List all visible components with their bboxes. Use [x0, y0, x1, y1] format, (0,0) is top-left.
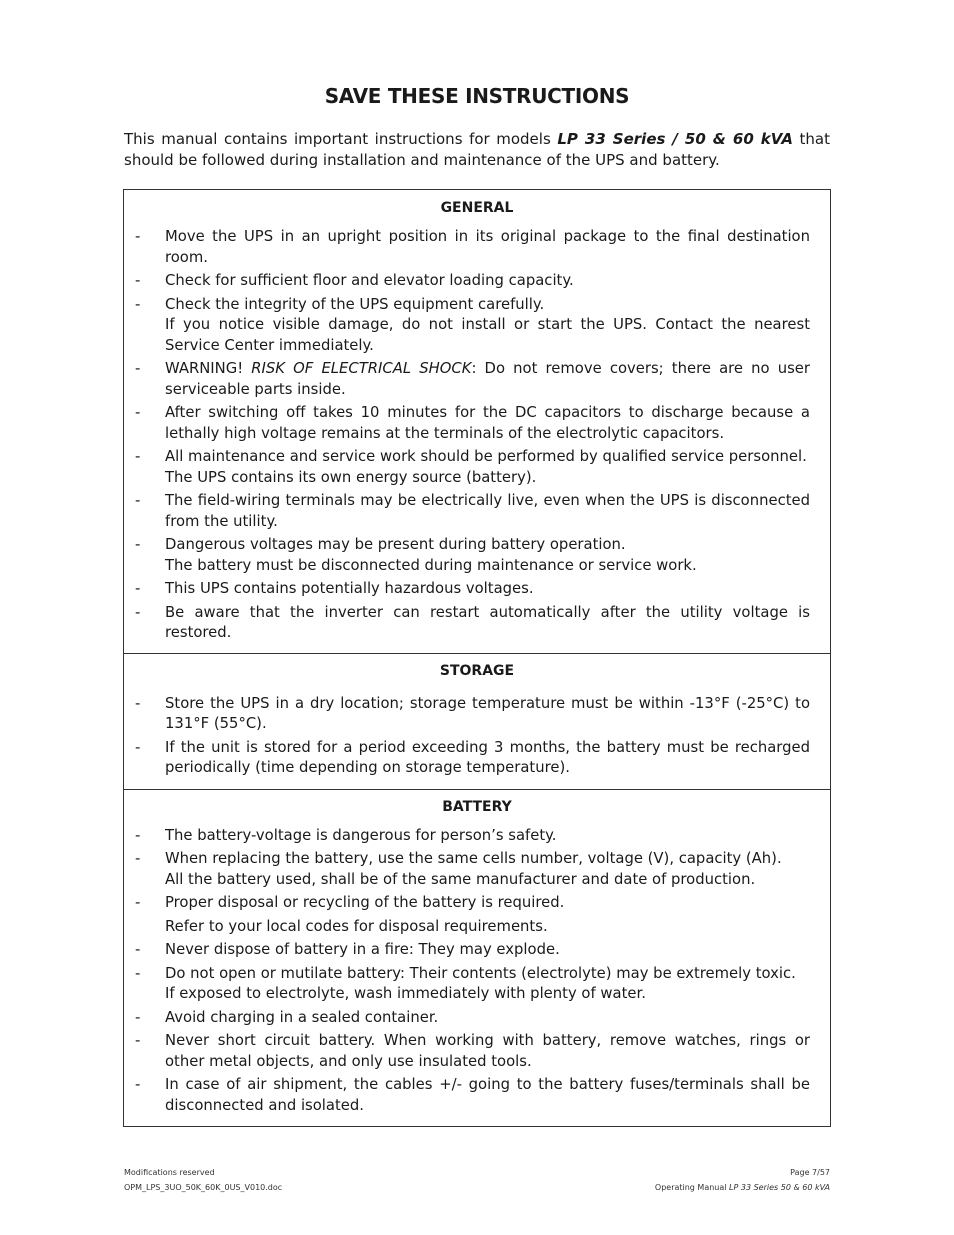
footer-manual-prefix: Operating Manual — [654, 1183, 730, 1192]
item-text-continued: The battery must be disconnected during maintenance or service work. — [165, 556, 697, 574]
general-heading: GENERAL — [440, 200, 514, 216]
dash-bullet: - — [135, 694, 141, 712]
dash-bullet: - — [135, 360, 141, 377]
list-item — [124, 447, 830, 488]
item-text: Check for sufficient floor and elevator loading capacity. — [165, 272, 574, 289]
list-item — [124, 403, 830, 444]
footer-page-number: Page 7/57 — [790, 1168, 830, 1177]
dash-bullet: - — [135, 272, 141, 289]
dash-bullet: - — [135, 536, 141, 553]
item-text: The field-wiring terminals may be electrically live, even when the UPS is disconnected from the utility. — [165, 492, 810, 530]
list-item — [124, 603, 830, 653]
dash-bullet: - — [135, 492, 141, 509]
item-text: Be aware that the inverter can restart automatically after the utility voltage is restored. — [165, 603, 810, 641]
list-item — [124, 893, 830, 937]
item-text: : Do not remove covers; there are no user serviceable parts inside. — [165, 360, 810, 398]
list-item — [124, 849, 830, 890]
item-text-continued: If exposed to electrolyte, wash immediately with plenty of water. — [165, 985, 646, 1002]
dash-bullet: - — [135, 826, 141, 844]
list-item — [124, 1031, 830, 1072]
item-text: Proper disposal or recycling of the battery is required. — [165, 894, 565, 911]
list-item — [124, 1008, 830, 1029]
list-item — [124, 579, 830, 600]
item-text: In case of air shipment, the cables +/- going to the battery fuses/terminals shall be disconnected and isolated. — [165, 1076, 810, 1114]
item-text: Do not open or mutilate battery: Their contents (electrolyte) may be extremely toxic. — [165, 964, 796, 982]
dash-bullet: - — [135, 580, 141, 597]
dash-bullet: - — [135, 1008, 141, 1026]
list-item — [124, 535, 830, 576]
footer-filename: OPM_LPS_3UO_50K_60K_0US_V010.doc — [124, 1183, 283, 1192]
list-item — [124, 940, 830, 961]
dash-bullet: - — [135, 295, 141, 313]
item-text: If the unit is stored for a period exceeding 3 months, the battery must be recharged periodically (time depending on storage temperature). — [165, 738, 810, 776]
storage-heading: STORAGE — [439, 662, 515, 679]
footer-left — [124, 1165, 282, 1195]
dash-bullet: - — [135, 448, 141, 465]
list-item — [124, 738, 830, 779]
intro-model-name: LP 33 Series / 50 & 60 kVA — [557, 130, 793, 148]
footer-manual-title — [655, 1180, 830, 1195]
item-text: Dangerous voltages may be present during battery operation. — [165, 536, 626, 553]
item-text-continued: If you notice visible damage, do not install or start the UPS. Contact the nearest Service Center immediately. — [165, 316, 810, 354]
general-list — [124, 227, 830, 653]
list-item — [124, 227, 830, 268]
list-item — [124, 1075, 830, 1116]
item-text: Never dispose of battery in a fire: They may explode. — [165, 941, 560, 958]
footer-right — [655, 1165, 830, 1195]
item-text-continued: The UPS contains its own energy source (battery). — [165, 468, 537, 486]
item-text: Never short circuit battery. When working with battery, remove watches, rings or other metal objects, and only use insulated tools. — [165, 1032, 810, 1070]
dash-bullet: - — [135, 941, 141, 958]
battery-section — [124, 789, 830, 1127]
intro-text-before: This manual contains important instructions for models — [124, 130, 558, 148]
item-text: After switching off takes 10 minutes for the DC capacitors to discharge because a lethally high voltage remains at the terminals of the electrolytic capacitors. — [165, 404, 810, 442]
list-item — [124, 491, 830, 532]
list-item — [124, 271, 830, 292]
item-text: All maintenance and service work should be performed by qualified service personnel. — [165, 448, 807, 465]
item-text-continued: All the battery used, shall be of the same manufacturer and date of production. — [165, 870, 756, 888]
list-item — [124, 964, 830, 1005]
battery-heading: BATTERY — [442, 798, 512, 815]
dash-bullet: - — [135, 850, 141, 867]
intro-paragraph — [124, 129, 830, 171]
item-text-continued: Refer to your local codes for disposal requirements. — [165, 917, 548, 935]
item-text: The battery-voltage is dangerous for person’s safety. — [165, 826, 557, 844]
dash-bullet: - — [135, 738, 141, 756]
page-title: SAVE THESE INSTRUCTIONS — [324, 84, 630, 108]
footer-manual-model: LP 33 Series 50 & 60 kVA — [729, 1183, 830, 1192]
intro-text-after: that should be followed during installation and maintenance of the UPS and battery. — [124, 130, 830, 169]
dash-bullet: - — [135, 1076, 141, 1093]
list-item — [124, 359, 830, 400]
dash-bullet: - — [135, 1032, 141, 1049]
instructions-table — [123, 189, 831, 1127]
battery-list — [124, 826, 830, 1117]
item-text: Store the UPS in a dry location; storage temperature must be within -13°F (-25°C) to 131°F (55°C). — [165, 694, 810, 732]
storage-list — [124, 694, 830, 779]
item-text: When replacing the battery, use the same cells number, voltage (V), capacity (Ah). — [165, 850, 782, 867]
dash-bullet: - — [135, 603, 141, 621]
dash-bullet: - — [135, 894, 141, 911]
general-section — [124, 190, 830, 653]
list-item — [124, 295, 830, 357]
footer-modifications: Modifications reserved — [124, 1168, 215, 1177]
list-item — [124, 694, 830, 735]
item-text: Move the UPS in an upright position in its original package to the final destination room. — [165, 228, 810, 266]
dash-bullet: - — [135, 228, 141, 245]
storage-section — [124, 653, 830, 789]
item-text: Check the integrity of the UPS equipment carefully. — [165, 295, 545, 313]
item-text: Avoid charging in a sealed container. — [165, 1008, 439, 1026]
warning-risk-text: RISK OF ELECTRICAL SHOCK — [251, 360, 472, 377]
dash-bullet: - — [135, 404, 141, 421]
list-item — [124, 826, 830, 847]
item-text: This UPS contains potentially hazardous voltages. — [165, 580, 534, 597]
warning-label: WARNING! — [165, 360, 252, 377]
dash-bullet: - — [135, 964, 141, 982]
